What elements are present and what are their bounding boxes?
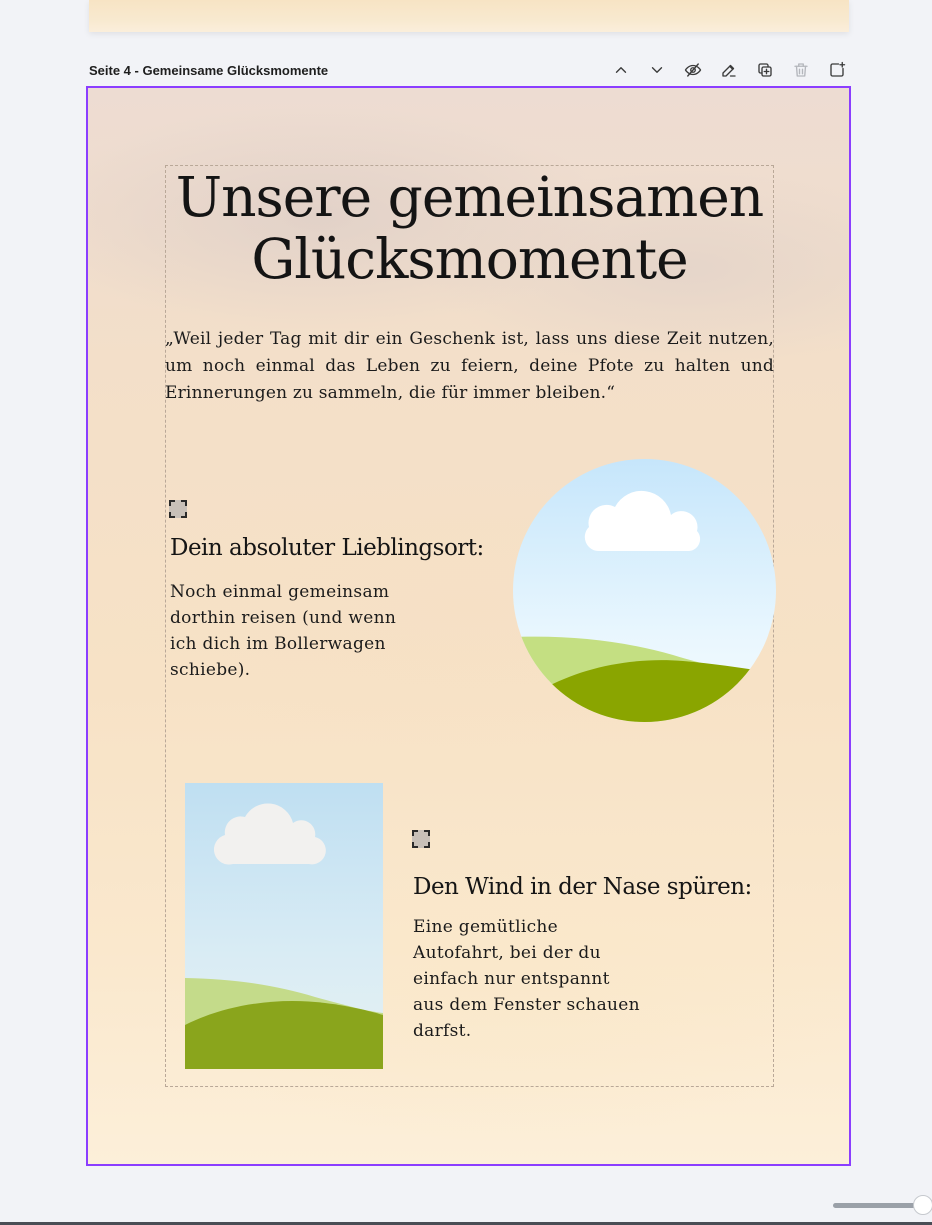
section2-heading[interactable]: Den Wind in der Nase spüren:	[413, 874, 752, 900]
section1-heading[interactable]: Dein absoluter Lieblingsort:	[170, 535, 484, 561]
page-header	[89, 56, 849, 84]
eye-hide-icon	[684, 61, 702, 79]
chevron-down-icon	[648, 61, 666, 79]
add-page-button[interactable]	[825, 58, 849, 82]
move-page-down-button[interactable]	[645, 58, 669, 82]
duplicate-page-button[interactable]	[753, 58, 777, 82]
rect-landscape-image[interactable]	[185, 783, 383, 1069]
move-page-up-button[interactable]	[609, 58, 633, 82]
section2-text[interactable]: Eine gemütliche Autofahrt, bei der du einfach nur entspannt aus dem Fenster schauen darfst.	[413, 917, 640, 1041]
duplicate-icon	[756, 61, 774, 79]
delete-page-button[interactable]	[789, 58, 813, 82]
trash-icon	[792, 61, 810, 79]
section1-text[interactable]: Noch einmal gemeinsam dorthin reisen (und wenn ich dich im Bollerwagen schiebe).	[170, 582, 397, 680]
page-toolbar	[609, 58, 849, 82]
chevron-up-icon	[612, 61, 630, 79]
quote-text[interactable]: „Weil jeder Tag mit dir ein Geschenk ist, lass uns diese Zeit nutzen, um noch einmal das Leben zu feiern, deine Pfote zu halten und Erinnerungen zu sammeln, die für immer bleiben.“	[165, 329, 774, 403]
page-heading[interactable]: Unsere gemeinsamen Glücksmomente	[175, 165, 764, 291]
add-page-icon	[828, 61, 846, 79]
zoom-slider-handle[interactable]	[913, 1195, 932, 1215]
previous-page-preview[interactable]	[89, 0, 849, 32]
circle-landscape-image[interactable]	[513, 459, 776, 722]
image-placeholder-icon[interactable]	[169, 500, 187, 518]
edit-note-icon	[720, 61, 738, 79]
add-notes-button[interactable]	[717, 58, 741, 82]
page-title: Seite 4 - Gemeinsame Glücksmomente	[89, 63, 329, 78]
design-page[interactable]	[86, 86, 851, 1166]
hide-page-button[interactable]	[681, 58, 705, 82]
image-placeholder-icon[interactable]	[412, 830, 430, 848]
